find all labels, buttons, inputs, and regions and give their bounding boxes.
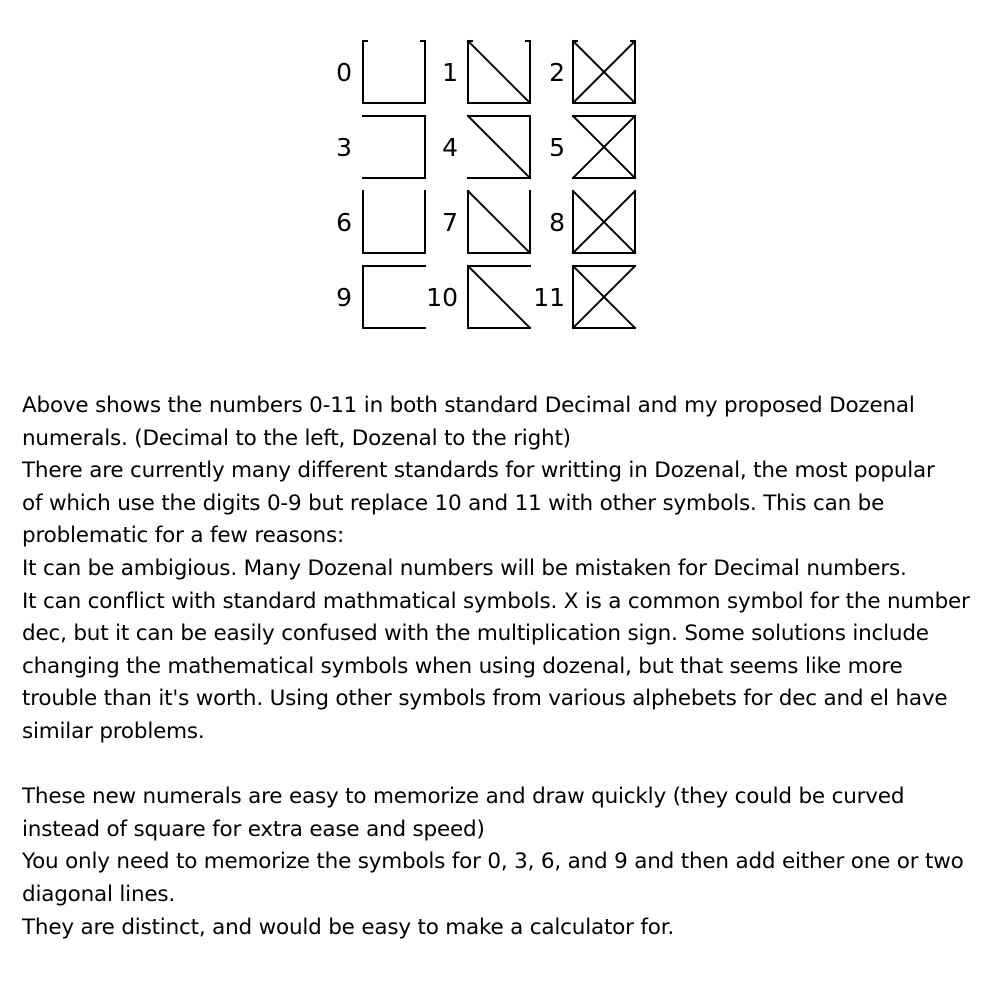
dozenal-glyph-3: [363, 116, 425, 178]
glyph-diagonal: [468, 191, 530, 253]
text-line: diagonal lines.: [22, 881, 176, 907]
text-line: They are distinct, and would be easy to make a calculator for.: [22, 914, 675, 940]
dozenal-glyph-5: [573, 116, 635, 178]
text-line: problematic for a few reasons:: [22, 523, 345, 549]
dozenal-glyph-7: [468, 191, 530, 253]
text-line: similar problems.: [22, 718, 205, 744]
glyph-frame: [363, 41, 425, 103]
text-line: There are currently many different standards for writting in Dozenal, the most popular: [22, 458, 935, 484]
decimal-label-2: 2: [549, 58, 565, 87]
glyph-frame: [363, 116, 425, 178]
decimal-label-1: 1: [442, 58, 458, 87]
decimal-label-9: 9: [336, 283, 352, 312]
decimal-label-5: 5: [549, 133, 565, 162]
dozenal-glyph-4: [468, 116, 530, 178]
text-line: These new numerals are easy to memorize and draw quickly (they could be curved: [22, 784, 905, 810]
glyph-frame: [363, 266, 425, 328]
text-line: It can be ambigious. Many Dozenal numbers will be mistaken for Decimal numbers.: [22, 555, 907, 581]
decimal-label-10: 10: [426, 283, 458, 312]
decimal-label-4: 4: [442, 133, 458, 162]
decimal-label-11: 11: [533, 283, 565, 312]
glyph-diagonal: [468, 266, 530, 328]
text-line: It can conflict with standard mathmatical symbols. X is a common symbol for the number: [22, 588, 970, 614]
glyph-diagonal: [468, 116, 530, 178]
description-text: [22, 390, 987, 944]
text-line: Above shows the numbers 0-11 in both standard Decimal and my proposed Dozenal: [22, 393, 915, 418]
numerals-diagram: [0, 0, 1000, 360]
decimal-label-7: 7: [442, 208, 458, 237]
decimal-label-8: 8: [549, 208, 565, 237]
dozenal-glyph-0: [363, 41, 425, 103]
text-line: trouble than it's worth. Using other symbols from various alphebets for dec and el have: [22, 686, 948, 712]
blank-line: [22, 749, 987, 782]
glyph-frame: [363, 191, 425, 253]
text-line: You only need to memorize the symbols for 0, 3, 6, and 9 and then add either one or two: [22, 849, 964, 875]
text-line: changing the mathematical symbols when using dozenal, but that seems like more: [22, 653, 903, 679]
dozenal-glyph-11: [573, 266, 635, 328]
text-line: of which use the digits 0-9 but replace 10 and 11 with other symbols. This can be: [22, 490, 885, 516]
decimal-label-6: 6: [336, 208, 352, 237]
dozenal-glyph-10: [468, 266, 530, 328]
dozenal-glyph-2: [573, 41, 635, 103]
decimal-label-3: 3: [336, 133, 352, 162]
dozenal-glyph-6: [363, 191, 425, 253]
dozenal-glyph-1: [468, 41, 530, 103]
dozenal-glyph-9: [363, 266, 425, 328]
glyph-diagonal: [468, 41, 530, 103]
dozenal-glyph-8: [573, 191, 635, 253]
text-line: instead of square for extra ease and speed): [22, 816, 485, 842]
decimal-label-0: 0: [336, 58, 352, 87]
text-line: numerals. (Decimal to the left, Dozenal to the right): [22, 425, 571, 451]
text-line: dec, but it can be easily confused with the multiplication sign. Some solutions include: [22, 621, 929, 647]
